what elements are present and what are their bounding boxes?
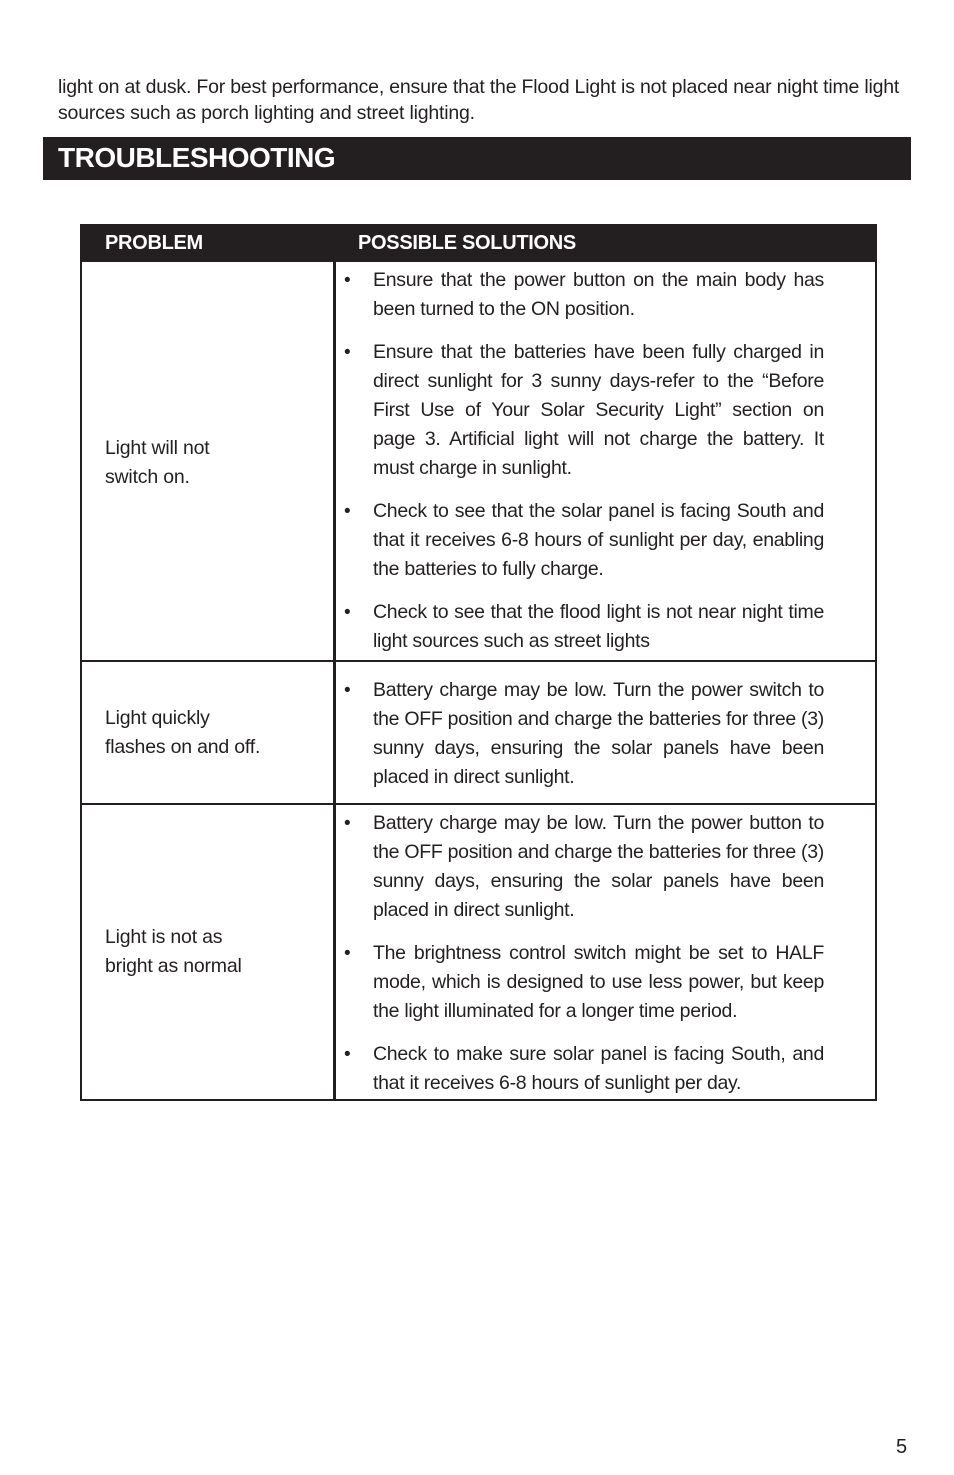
intro-paragraph: light on at dusk. For best performance, ensure that the Flood Light is not placed near night time light sources such as porch lighting and street lighting. (58, 75, 900, 124)
solution-text: Check to make sure solar panel is facing South, and that it receives 6-8 hours of sunlight per day. (373, 1043, 824, 1094)
bullet-marker: • (344, 501, 351, 522)
section-header-bar (43, 137, 911, 180)
troubleshooting-table (80, 224, 877, 1101)
column-divider (333, 662, 336, 803)
bullet-marker: • (344, 680, 351, 701)
table-row (82, 660, 875, 803)
section-title: TROUBLESHOOTING (58, 142, 336, 173)
solution-text: The brightness control switch might be set to HALF mode, which is designed to use less power, but keep the light illuminated for a longer time period. (373, 942, 824, 1022)
bullet-marker: • (344, 1044, 351, 1065)
page-number: 5 (896, 1436, 908, 1458)
bullet-marker: • (344, 342, 351, 363)
bullet-marker: • (344, 270, 351, 291)
problem-line: Light is not as (105, 926, 223, 948)
table-row (82, 803, 875, 1101)
bullet-marker: • (344, 813, 351, 834)
column-divider (333, 805, 336, 1101)
problem-line: Light quickly (105, 707, 210, 729)
column-divider (333, 262, 336, 660)
bullet-marker: • (344, 943, 351, 964)
problem-line: bright as normal (105, 955, 242, 977)
problem-cell (105, 923, 305, 981)
solution-text: Battery charge may be low. Turn the power switch to the OFF position and charge the batteries for three (3) sunny days, ensuring the solar panels have been placed in direct sunlight. (373, 679, 824, 788)
header-problem: PROBLEM (105, 232, 203, 254)
bullet-marker: • (344, 602, 351, 623)
solution-text: Check to see that the flood light is not near night time light sources such as street lights (373, 601, 824, 652)
solution-text: Battery charge may be low. Turn the power button to the OFF position and charge the batteries for three (3) sunny days, ensuring the solar panels have been placed in direct sunlight. (373, 812, 824, 921)
problem-line: flashes on and off. (105, 736, 261, 758)
table-row (82, 262, 875, 660)
solution-text: Check to see that the solar panel is facing South and that it receives 6-8 hours of sunlight per day, enabling the batteries to fully charge. (373, 500, 824, 580)
header-possible-solutions: POSSIBLE SOLUTIONS (358, 232, 576, 254)
solution-text: Ensure that the batteries have been fully charged in direct sunlight for 3 sunny days-refer to the “Before First Use of Your Solar Security Light” section on page 3. Artificial light will not charge the battery. It must charge in sunlight. (373, 341, 824, 479)
problem-line: Light will not (105, 437, 210, 459)
problem-cell (105, 704, 305, 762)
problem-line: switch on. (105, 466, 190, 488)
solution-text: Ensure that the power button on the main body has been turned to the ON position. (373, 269, 824, 320)
table-header (80, 224, 877, 262)
problem-cell (105, 434, 305, 492)
